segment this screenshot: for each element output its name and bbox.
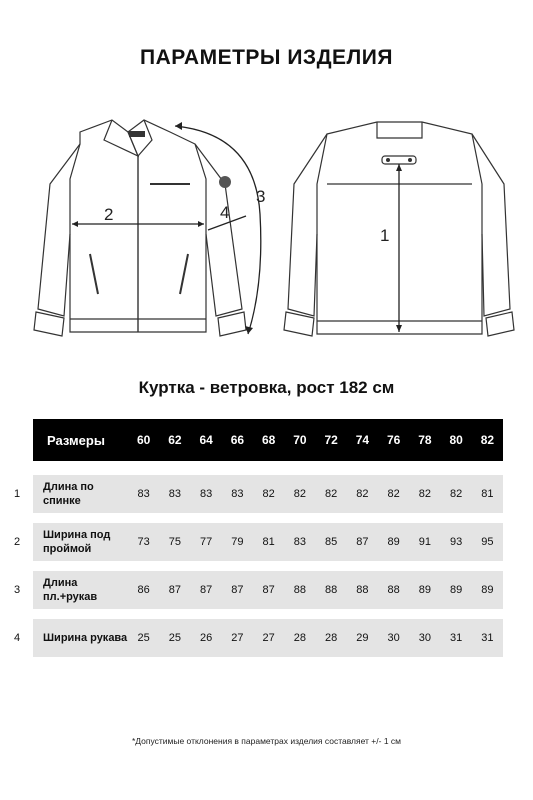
size-cell: 72 bbox=[324, 433, 338, 447]
table-cell: 82 bbox=[356, 488, 369, 500]
table-cell: 88 bbox=[387, 584, 400, 596]
size-header-row bbox=[33, 419, 503, 461]
table-cell: 89 bbox=[481, 584, 494, 596]
size-cell: 82 bbox=[480, 433, 495, 447]
table-cell: 27 bbox=[262, 632, 275, 644]
table-cell: 27 bbox=[231, 632, 244, 644]
size-cell: 70 bbox=[293, 433, 307, 447]
table-row bbox=[13, 619, 503, 657]
sleeve-width-label: 4 bbox=[220, 203, 230, 222]
table-cell: 85 bbox=[325, 536, 338, 548]
table-cell: 28 bbox=[293, 632, 306, 644]
table-cell: 28 bbox=[325, 632, 338, 644]
size-header-label: Размеры bbox=[47, 432, 105, 448]
table-cell: 83 bbox=[293, 536, 306, 548]
table-cell: 87 bbox=[231, 584, 244, 596]
table-cell: 88 bbox=[293, 584, 306, 596]
table-cell: 82 bbox=[325, 488, 338, 500]
table-cell: 83 bbox=[200, 488, 213, 500]
shoulder-sleeve-label: 3 bbox=[256, 187, 266, 206]
table-cell: 82 bbox=[293, 488, 306, 500]
back-length-label: 1 bbox=[380, 226, 390, 245]
size-cell: 78 bbox=[418, 433, 432, 447]
table-cell: 31 bbox=[450, 632, 463, 644]
row-label: Длина пл.+рукав bbox=[43, 577, 98, 603]
row-label: Ширина рукава bbox=[43, 632, 128, 644]
table-row bbox=[13, 523, 503, 561]
table-cell: 87 bbox=[200, 584, 213, 596]
table-cell: 87 bbox=[356, 536, 369, 548]
table-cell: 73 bbox=[137, 536, 150, 548]
table-cell: 26 bbox=[200, 632, 213, 644]
tolerance-note: *Допустимые отклонения в параметрах изделия составляет +/- 1 см bbox=[131, 736, 401, 746]
table-cell: 89 bbox=[387, 536, 400, 548]
table-cell: 91 bbox=[418, 536, 431, 548]
jacket-back-diagram bbox=[282, 104, 517, 354]
row-number: 3 bbox=[13, 584, 21, 596]
table-cell: 89 bbox=[418, 584, 431, 596]
table-cell: 77 bbox=[200, 536, 213, 548]
size-cell: 62 bbox=[168, 433, 182, 447]
table-cell: 81 bbox=[481, 488, 494, 500]
table-row bbox=[13, 475, 503, 513]
table-cell: 82 bbox=[262, 488, 275, 500]
size-table bbox=[13, 419, 503, 644]
page-title: ПАРАМЕТРЫ ИЗДЕЛИЯ bbox=[140, 46, 393, 69]
table-cell: 79 bbox=[231, 536, 244, 548]
table-cell: 83 bbox=[168, 488, 181, 500]
table-cell: 82 bbox=[418, 488, 431, 500]
table-cell: 86 bbox=[137, 584, 150, 596]
table-cell: 31 bbox=[481, 632, 494, 644]
size-cell: 64 bbox=[199, 433, 213, 447]
size-cell: 80 bbox=[449, 433, 463, 447]
table-cell: 29 bbox=[356, 632, 369, 644]
table-cell: 30 bbox=[387, 632, 400, 644]
size-cell: 60 bbox=[136, 433, 151, 447]
table-cell: 75 bbox=[168, 536, 181, 548]
table-cell: 87 bbox=[168, 584, 181, 596]
table-cell: 82 bbox=[450, 488, 463, 500]
size-cell: 74 bbox=[355, 433, 370, 447]
table-cell: 93 bbox=[450, 536, 463, 548]
table-cell: 88 bbox=[356, 584, 369, 596]
jacket-diagrams bbox=[20, 104, 515, 354]
row-number: 1 bbox=[13, 488, 21, 500]
row-number: 2 bbox=[13, 536, 21, 548]
size-cell: 76 bbox=[386, 433, 401, 447]
table-cell: 88 bbox=[325, 584, 338, 596]
row-label: Длина по спинке bbox=[43, 481, 94, 507]
product-subtitle: Куртка - ветровка, рост 182 см bbox=[138, 378, 395, 397]
row-number: 4 bbox=[13, 632, 21, 644]
table-cell: 89 bbox=[450, 584, 463, 596]
size-cell: 66 bbox=[230, 433, 245, 447]
table-cell: 25 bbox=[137, 632, 150, 644]
table-cell: 25 bbox=[168, 632, 181, 644]
table-cell: 83 bbox=[231, 488, 244, 500]
table-cell: 87 bbox=[262, 584, 275, 596]
table-cell: 81 bbox=[262, 536, 275, 548]
table-cell: 30 bbox=[418, 632, 431, 644]
table-cell: 82 bbox=[387, 488, 400, 500]
jacket-front-diagram bbox=[20, 104, 280, 354]
chest-width-label: 2 bbox=[104, 205, 114, 224]
row-label: Ширина под проймой bbox=[43, 529, 111, 555]
table-cell: 95 bbox=[481, 536, 494, 548]
table-cell: 83 bbox=[137, 488, 150, 500]
table-row bbox=[13, 571, 503, 609]
size-cell: 68 bbox=[261, 433, 276, 447]
